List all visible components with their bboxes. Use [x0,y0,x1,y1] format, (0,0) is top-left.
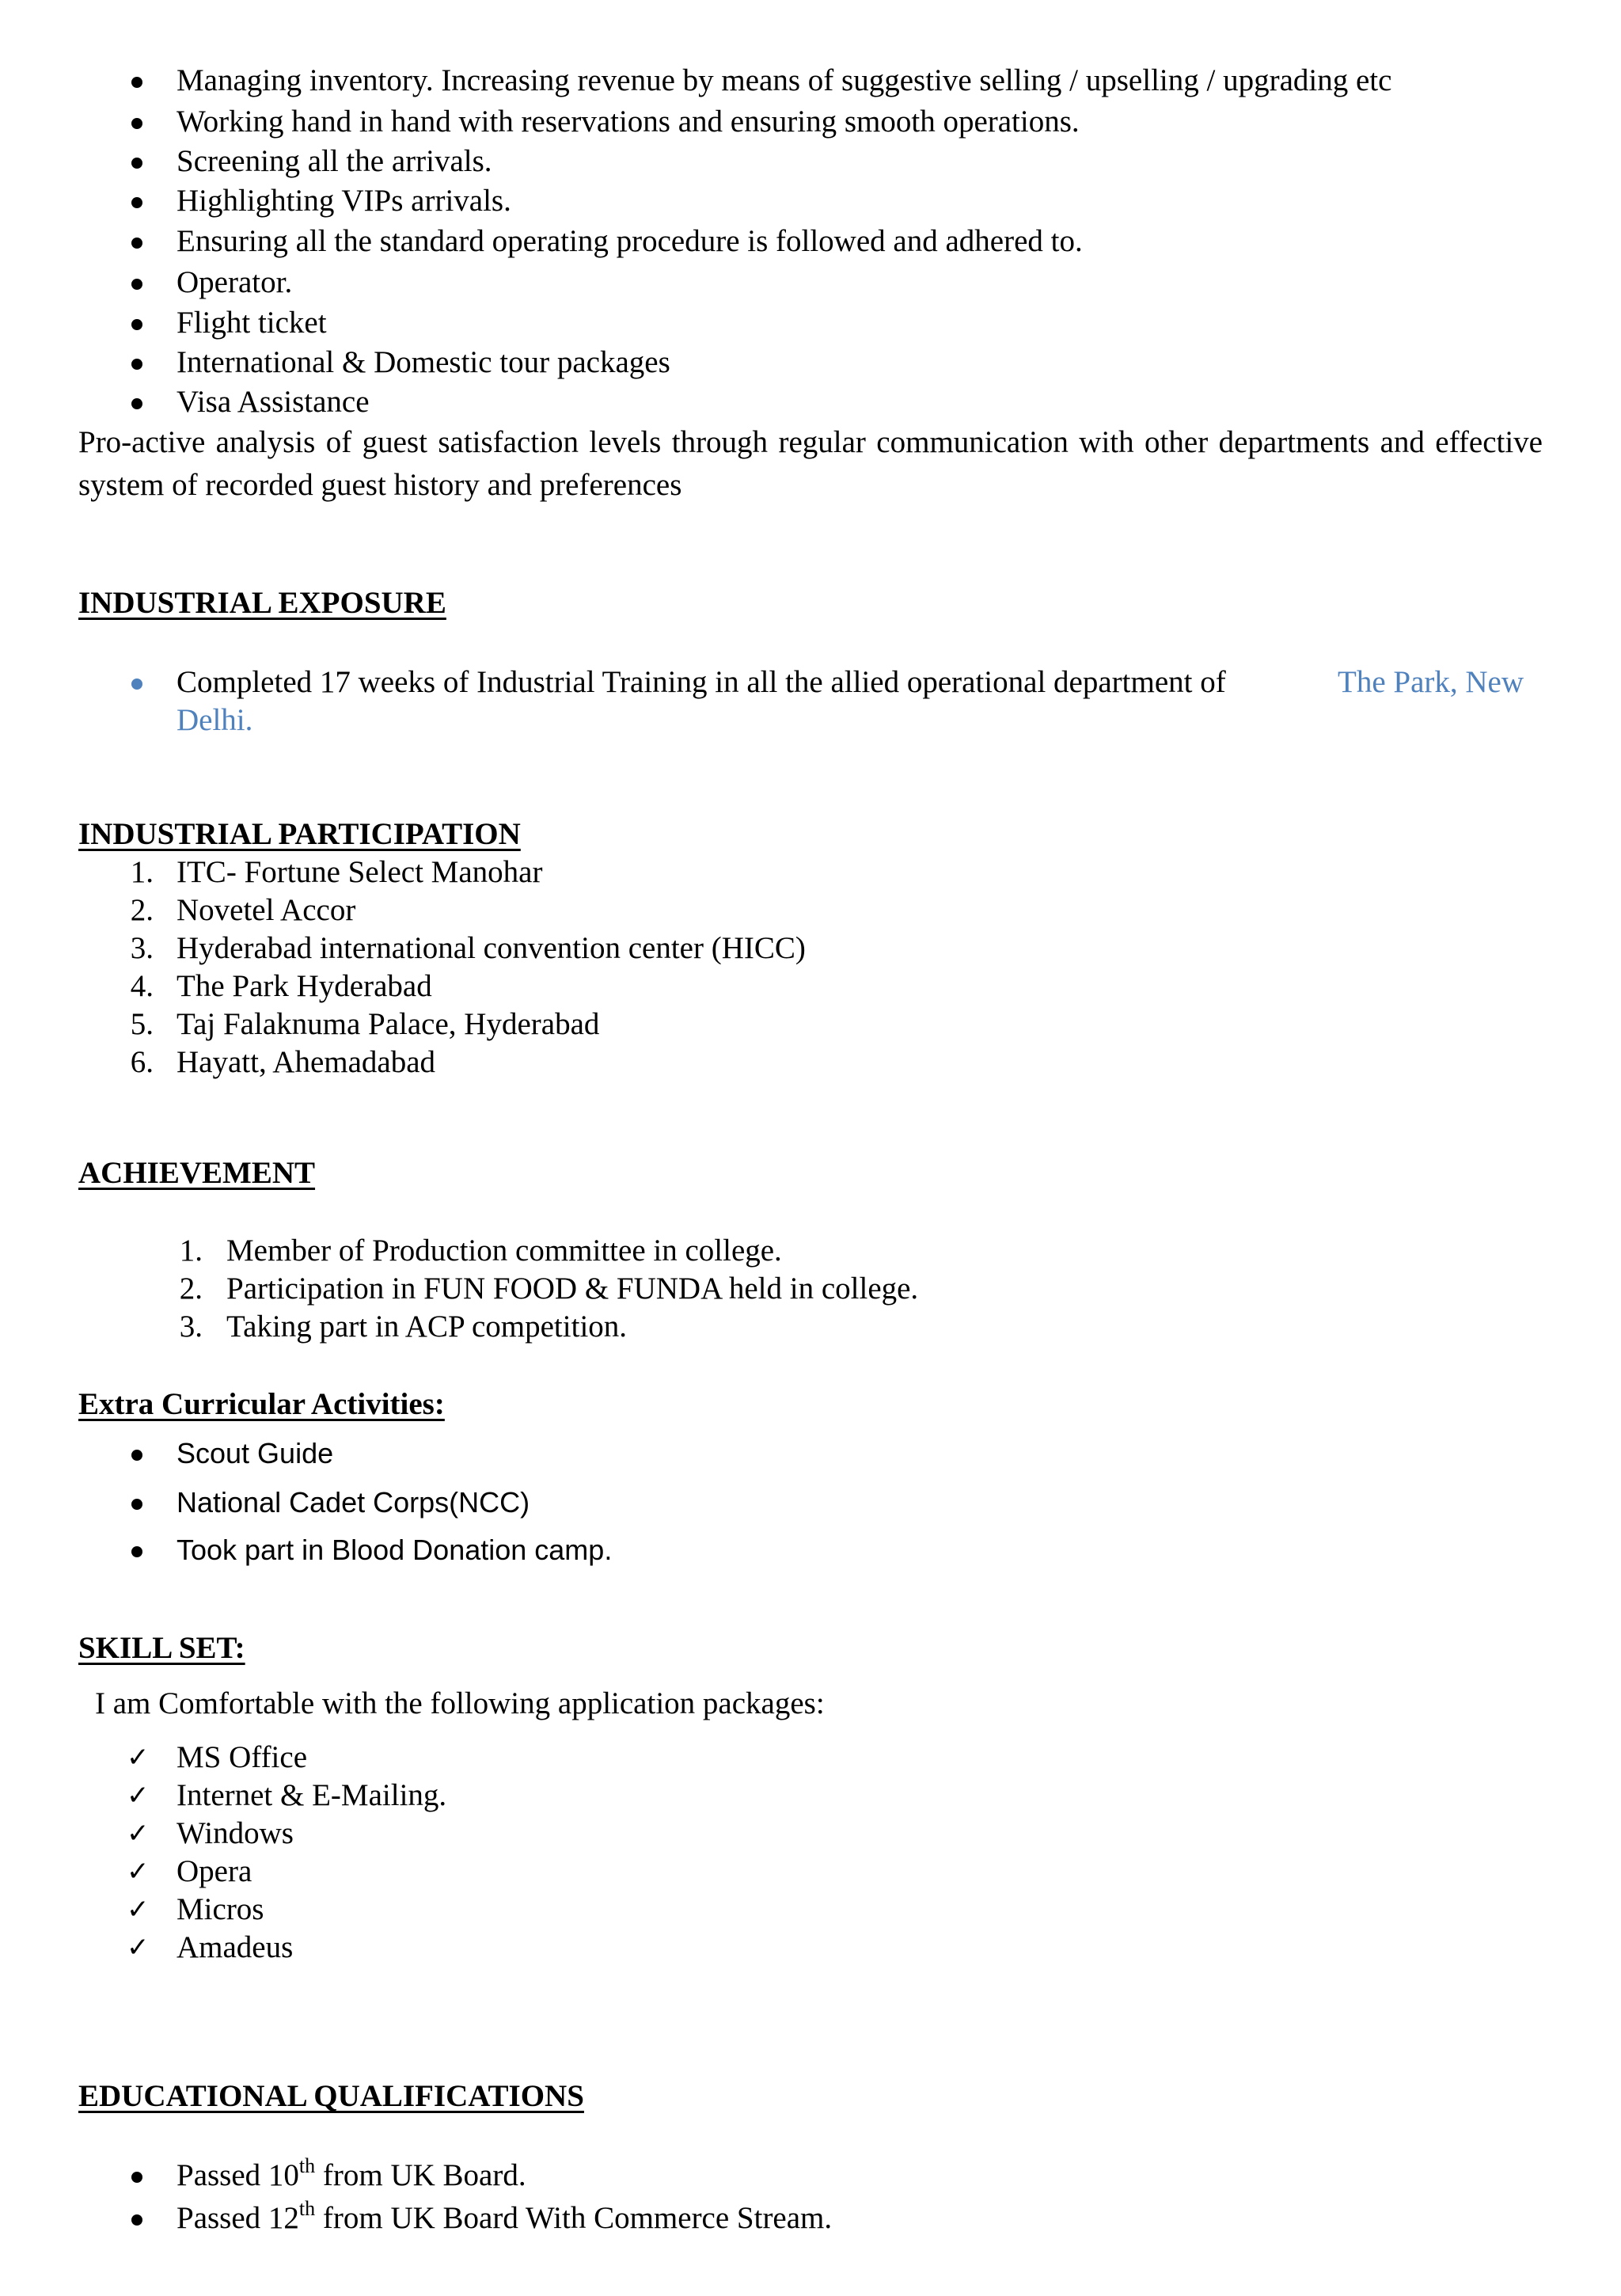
bullet-icon [131,1546,142,1557]
bullet-icon [131,238,142,249]
industrial-exposure-heading: INDUSTRIAL EXPOSURE [78,586,446,620]
extra-curricular-heading: Extra Curricular Activities: [78,1387,445,1421]
bullet-icon [131,279,142,290]
proactive-paragraph: Pro-active analysis of guest satisfaction levels through regular communication with other departments and effective system of recorded guest history and preferences [78,425,1543,502]
checkmark-icon: ✓ [127,1818,150,1849]
bullet-icon [131,77,142,88]
checkmark-icon: ✓ [127,1894,150,1925]
bullet-icon [131,1450,142,1461]
bullet-icon [131,319,142,330]
skill-set-intro: I am Comfortable with the following application packages: [95,1686,825,1720]
industrial-participation-heading: INDUSTRIAL PARTICIPATION [78,817,521,851]
achievement-heading: ACHIEVEMENT [78,1156,316,1190]
education-heading: EDUCATIONAL QUALIFICATIONS [78,2079,584,2113]
skill-set-heading: SKILL SET: [78,1631,245,1665]
bullet-icon [131,398,142,409]
exposure-text: Completed 17 weeks of Industrial Training in all the allied operational department of [177,665,1226,699]
bullet-icon [131,158,142,169]
bullet-icon [131,118,142,129]
checkmark-icon: ✓ [127,1932,150,1963]
bullet-icon [131,2172,142,2183]
exposure-venue: The Park, New [1338,665,1524,699]
checkmark-icon: ✓ [127,1856,150,1887]
resume-page: Managing inventory. Increasing revenue by means of suggestive selling / upselling / upgrading etc Working hand in hand with reservations and ensuring smooth operations. Screening all the arrivals. Highlighting VIPs arrivals. Ensuring all the standard operating procedure is followed and adhered to. Operator. Flight ticket International & Domestic tour packages Visa Assistance Pro-active analysis of guest satisfaction levels through regular communication with other departments and effective system of recorded guest history and preferences INDUSTRIAL EXPOSURE Completed 17 weeks of Industrial Training in all the allied operational department of The Park, New Delhi. INDUSTRIAL PARTICIPATION 1. ITC- Fortune Select Manohar 2. Novetel Accor 3. Hyderabad international convention center (HICC) 4. The Park Hyderabad 5. Taj Falaknuma Palace, Hyderabad 6. Hayatt, Ahemadabad ACHIEVEMENT 1. Member of Production committee in college. 2. Participation in FUN FOOD & FUNDA held in college. 3. Taking part in ACP competition. Extra Curricular Activities: Scout Guide National Cadet Corps(NCC) Took part in Blood Donation camp. SKILL SET: I am Comfortable with the following application packages: ✓ MS Office ✓ Internet & E-Mailing. ✓ Windows ✓ Opera ✓ Micros ✓ Amadeus EDUCATIONAL QUALIFICATIONS Passed 10th from UK Board. Passed 12th from UK Board With Commerce Stream. [78,63,1543,2235]
bullet-icon [131,1499,142,1510]
bullet-icon [131,2214,142,2226]
checkmark-icon: ✓ [127,1780,150,1811]
bullet-icon [131,197,142,208]
bullet-icon [131,679,142,690]
bullet-icon [131,359,142,370]
checkmark-icon: ✓ [127,1742,150,1773]
